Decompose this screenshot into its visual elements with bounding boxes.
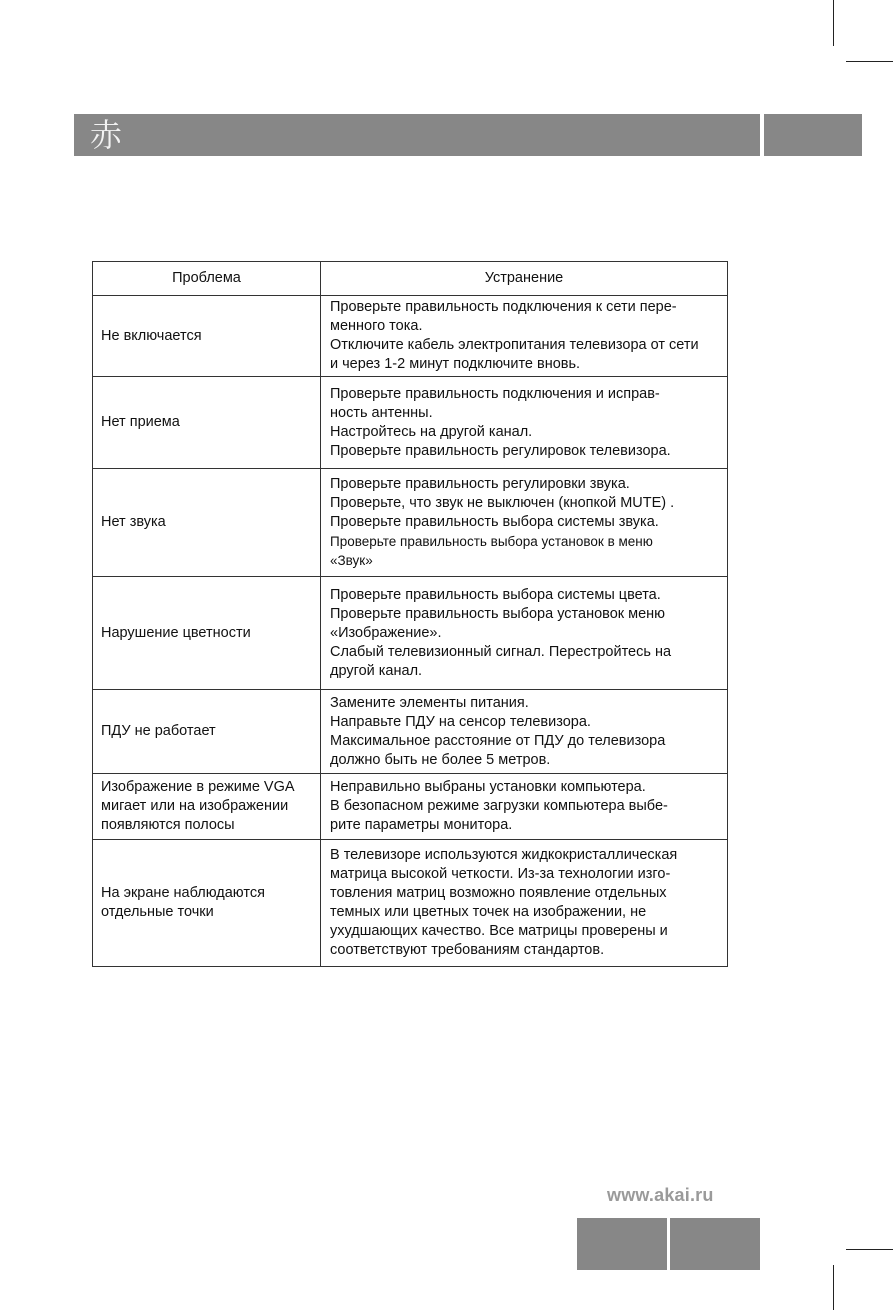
problem-cell	[93, 840, 321, 967]
problem-line: появляются полосы	[101, 817, 235, 833]
table-row	[93, 774, 728, 840]
website-url: www.akai.ru	[607, 1185, 714, 1205]
solution-line: Проверьте, что звук не выключен (кнопкой MUTE) .	[330, 495, 675, 511]
troubleshooting-table	[92, 261, 728, 967]
solution-line: Проверьте правильность регулировки звука.	[330, 476, 630, 492]
solution-line: Слабый телевизионный сигнал. Перестройтесь на	[330, 643, 672, 660]
solution-cell	[321, 469, 728, 577]
solution-line: другой канал.	[330, 662, 423, 679]
solution-line: Проверьте правильность выбора системы звука.	[330, 514, 659, 530]
problem-cell: Нет приема	[93, 377, 321, 469]
table-row	[93, 377, 728, 469]
problem-cell	[93, 774, 321, 840]
table-row	[93, 577, 728, 690]
solution-line: Проверьте правильность подключения к сети пере-	[330, 299, 677, 315]
solution-line: В телевизоре используются жидкокристаллическая	[330, 847, 678, 863]
kanji-logo: 赤	[90, 116, 123, 154]
solution-line: и через 1-2 минут подключите вновь.	[330, 356, 581, 372]
solution-cell	[321, 690, 728, 774]
table-row	[93, 296, 728, 377]
solution-line: Проверьте правильность выбора установок меню	[330, 605, 666, 622]
solution-line: должно быть не более 5 метров.	[330, 751, 551, 768]
problem-line: На экране наблюдаются	[101, 885, 265, 901]
table-header-row	[93, 262, 728, 296]
solution-cell	[321, 840, 728, 967]
solution-line: Неправильно выбраны установки компьютера.	[330, 779, 646, 795]
solution-cell	[321, 296, 728, 377]
crop-mark-top-vertical	[833, 0, 834, 46]
column-header-problem: Проблема	[93, 262, 321, 296]
solution-line: Проверьте правильность выбора установок в меню	[330, 534, 653, 549]
problem-line: отдельные точки	[101, 904, 214, 920]
problem-cell: Не включается	[93, 296, 321, 377]
solution-cell	[321, 377, 728, 469]
solution-line: Максимальное расстояние от ПДУ до телевизора	[330, 732, 666, 749]
solution-line: рите параметры монитора.	[330, 817, 513, 833]
solution-line: Отключите кабель электропитания телевизора от сети	[330, 337, 699, 353]
problem-line: мигает или на изображении	[101, 798, 289, 814]
header-side-block	[764, 114, 862, 156]
solution-line: ность антенны.	[330, 404, 433, 421]
solution-line: товления матриц возможно появление отдельных	[330, 885, 667, 901]
column-header-solution: Устранение	[321, 262, 728, 296]
problem-cell: Нет звука	[93, 469, 321, 577]
solution-cell	[321, 774, 728, 840]
table-row	[93, 690, 728, 774]
solution-line: ухудшающих качество. Все матрицы проверены и	[330, 923, 668, 939]
solution-line: «Изображение».	[330, 624, 442, 641]
problem-cell: Нарушение цветности	[93, 577, 321, 690]
crop-mark-top-horizontal	[846, 61, 893, 62]
solution-line: соответствуют требованиям стандартов.	[330, 942, 605, 958]
table-row	[93, 469, 728, 577]
solution-line: темных или цветных точек на изображении, не	[330, 904, 647, 920]
crop-mark-bottom-vertical	[833, 1265, 834, 1310]
problem-line: Изображение в режиме VGA	[101, 779, 295, 795]
solution-line: В безопасном режиме загрузки компьютера выбе-	[330, 798, 668, 814]
solution-line: Проверьте правильность регулировок телевизора.	[330, 442, 671, 459]
table-row	[93, 840, 728, 967]
header-bar	[74, 114, 760, 156]
solution-line: Проверьте правильность выбора системы цвета.	[330, 586, 661, 603]
solution-line: матрица высокой четкости. Из-за технологии изго-	[330, 866, 671, 882]
footer-block-right	[670, 1218, 760, 1270]
problem-cell: ПДУ не работает	[93, 690, 321, 774]
crop-mark-bottom-horizontal	[846, 1249, 893, 1250]
solution-line: Замените элементы питания.	[330, 694, 529, 711]
solution-cell	[321, 577, 728, 690]
footer-block-left	[577, 1218, 667, 1270]
solution-line: «Звук»	[330, 553, 373, 568]
solution-line: Настройтесь на другой канал.	[330, 423, 533, 440]
solution-line: Направьте ПДУ на сенсор телевизора.	[330, 713, 591, 730]
solution-line: менного тока.	[330, 318, 423, 334]
solution-line: Проверьте правильность подключения и исправ-	[330, 385, 660, 402]
